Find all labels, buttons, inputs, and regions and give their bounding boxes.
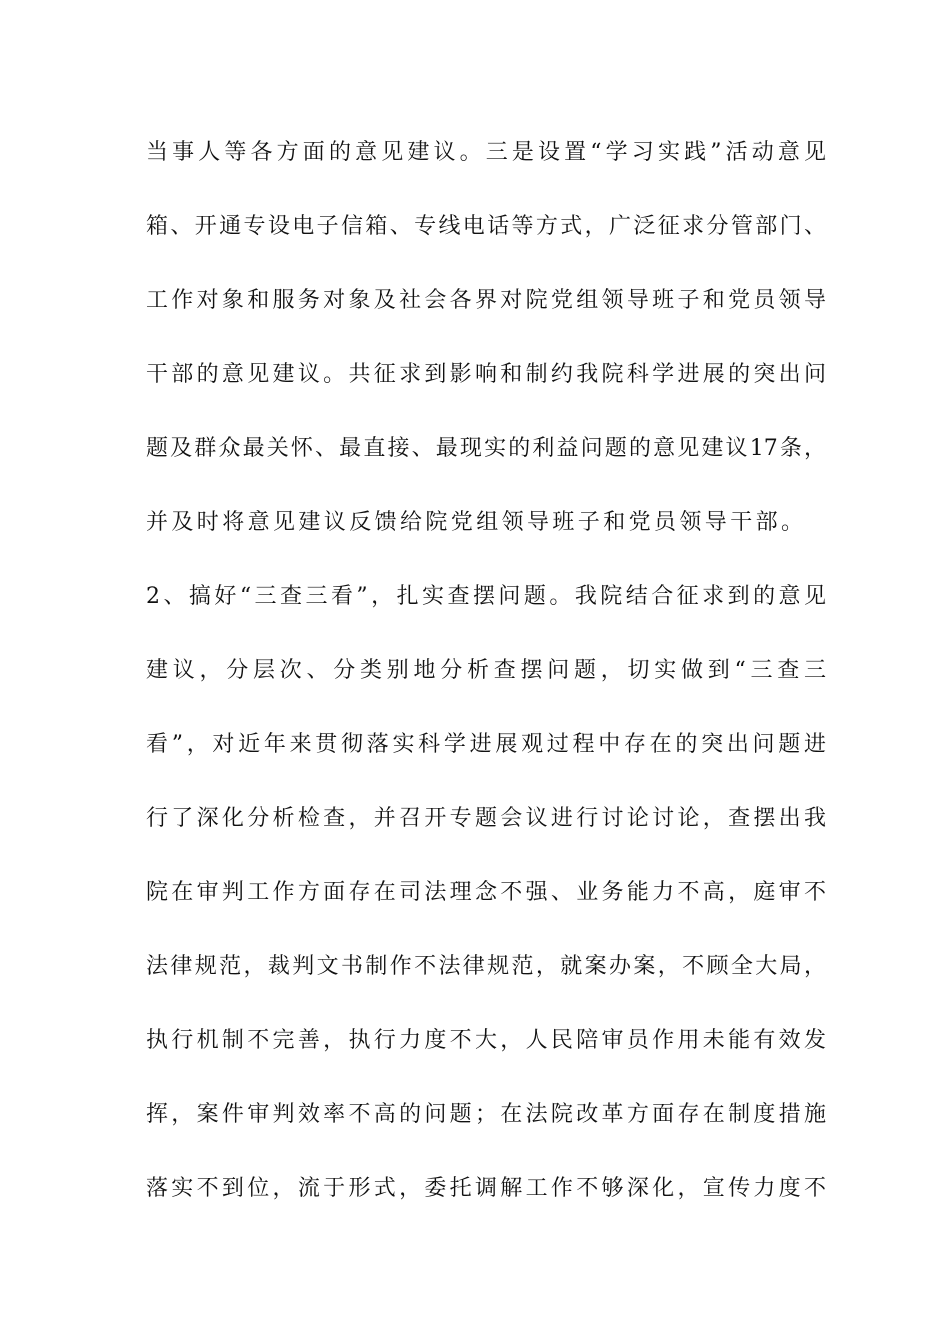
text-line: 落实不到位，流于形式，委托调解工作不够深化，宣传力度不 (146, 1176, 826, 1201)
text-line: 题及群众最关怀、最直接、最现实的利益问题的意见建议17条， (146, 436, 826, 461)
text-line: 箱、开通专设电子信箱、专线电话等方式，广泛征求分管部门、 (146, 214, 826, 239)
text-line: 院在审判工作方面存在司法理念不强、业务能力不高，庭审不 (146, 880, 826, 905)
text-line: 当事人等各方面的意见建议。三是设置“学习实践”活动意见 (146, 140, 826, 165)
text-line: 行了深化分析检查，并召开专题会议进行讨论讨论，查摆出我 (146, 806, 826, 831)
text-line: 2、搞好“三查三看”，扎实查摆问题。我院结合征求到的意见 (146, 584, 826, 609)
text-line: 法律规范，裁判文书制作不法律规范，就案办案，不顾全大局， (146, 954, 826, 979)
text-line: 并及时将意见建议反馈给院党组领导班子和党员领导干部。 (146, 510, 807, 535)
text-line: 挥，案件审判效率不高的问题；在法院改革方面存在制度措施 (146, 1102, 826, 1127)
text-line: 建议，分层次、分类别地分析查摆问题，切实做到“三查三 (146, 658, 826, 683)
text-line: 执行机制不完善，执行力度不大，人民陪审员作用未能有效发 (146, 1028, 826, 1053)
text-line: 工作对象和服务对象及社会各界对院党组领导班子和党员领导 (146, 288, 826, 313)
text-line: 干部的意见建议。共征求到影响和制约我院科学进展的突出问 (146, 362, 826, 387)
text-line: 看”，对近年来贯彻落实科学进展观过程中存在的突出问题进 (146, 732, 826, 757)
body-text (146, 132, 826, 1242)
